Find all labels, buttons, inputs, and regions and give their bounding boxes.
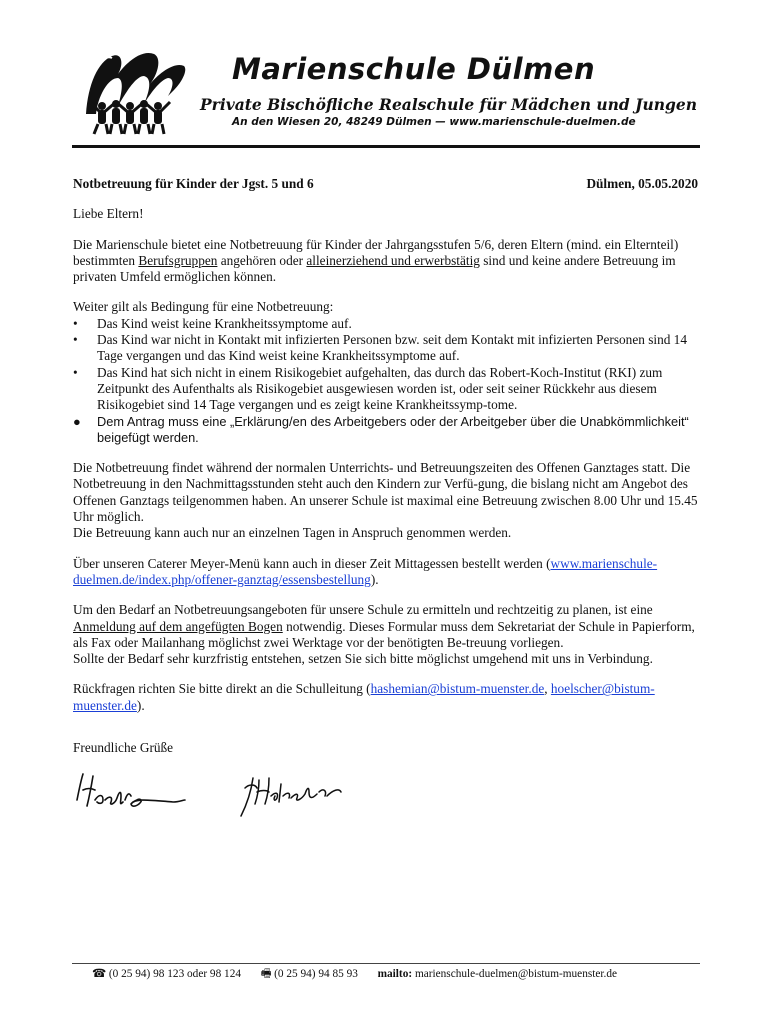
paragraph-anmeldung: Um den Bedarf an Notbetreuungsangeboten für unsere Schule zu ermitteln und rechtzeitig zu planen, ist eine Anmeldung auf dem angefügten Bogen notwendig. Dieses Formular muss dem Sekretariat der Schule in Papierform, als Fax oder Mailanhang möglichst zwei Werktage vor der benötigten Be-treuung vorliegen. Sollte der Bedarf sehr kurzfristig entstehen, setzen Sie sich bitte möglichst umgehend mit uns in Verbindung. bbox=[73, 602, 695, 667]
underlined-anmeldung: Anmeldung auf dem angefügten Bogen bbox=[73, 618, 283, 634]
letter-date: Dülmen, 05.05.2020 bbox=[586, 176, 698, 191]
list-item: • Das Kind war nicht in Kontakt mit infizierten Personen bzw. seit dem Kontakt mit infizierten Personen sind 14 Tage vergangen und das Kind weist keine Krankheitssymptome auf. bbox=[73, 332, 687, 364]
underlined-berufsgruppen: Berufsgruppen bbox=[138, 252, 218, 268]
subject-line bbox=[73, 176, 698, 192]
school-subtitle: Private Bischöfliche Realschule für Mädchen und Jungen bbox=[200, 95, 697, 114]
fax-icon: 🖷 bbox=[260, 968, 272, 980]
conditions-list bbox=[73, 316, 698, 446]
underlined-alleinerziehend: alleinerziehend und erwerbstätig bbox=[306, 252, 480, 268]
essensbestellung-link[interactable]: www.marienschule-duelmen.de/index.php/offener-ganztag/essensbestellung bbox=[73, 555, 658, 587]
email-link-hashemian[interactable]: hashemian@bistum-muenster.de bbox=[370, 681, 545, 697]
footer-phone: (0 25 94) 98 123 oder 98 124 bbox=[108, 968, 241, 980]
greeting: Liebe Eltern! bbox=[73, 206, 144, 222]
list-item: • Das Kind weist keine Krankheitssymptome auf. bbox=[73, 315, 352, 331]
paragraph-rueckfragen: Rückfragen richten Sie bitte direkt an die Schulleitung (hashemian@bistum-muenster.de, hoelscher@bistum-muenster.de). bbox=[73, 681, 655, 713]
footer-mailto-label: mailto: bbox=[377, 968, 413, 980]
footer-divider bbox=[72, 963, 700, 964]
school-address: An den Wiesen 20, 48249 Dülmen — www.marienschule-duelmen.de bbox=[232, 116, 636, 128]
school-name: Marienschule Dülmen bbox=[232, 52, 596, 86]
paragraph-intro: Die Marienschule bietet eine Notbetreuung für Kinder der Jahrgangsstufen 5/6, deren Eltern (mind. ein Elternteil) bestimmten Berufsgruppen angehören oder alleinerziehend und erwerbstätig sind und keine andere Betreuung im privaten Umfeld ermöglichen können. bbox=[73, 236, 679, 285]
paragraph-mittagessen: Über unseren Caterer Meyer-Menü kann auch in dieser Zeit Mittagessen bestellt werden (www.marienschule-duelmen.de/index.php/offener-ganztag/essensbestellung). bbox=[73, 555, 658, 587]
email-link-hoelscher[interactable]: hoelscher@bistum-muenster.de bbox=[73, 681, 655, 713]
header-divider bbox=[72, 145, 700, 148]
footer-contact bbox=[92, 966, 702, 985]
footer-fax: (0 25 94) 94 85 93 bbox=[274, 968, 358, 980]
list-item: • Das Kind hat sich nicht in einem Risikogebiet aufgehalten, das durch das Robert-Koch-Institut (RKI) zum Zeitpunkt des Aufenthalts als Risikogebiet ausgewiesen worden ist, oder seit seiner Rückkehr aus diesem Risikogebiet sind 14 Tage vergangen und es zeigt keine Krankheitssymp-tome. bbox=[73, 364, 663, 413]
school-logo bbox=[78, 44, 190, 138]
signature-hoelscher bbox=[233, 770, 348, 820]
list-item: ● Dem Antrag muss eine „Erklärung/en des Arbeitgebers oder der Arbeitgeber über die Unabkömmlichkeit“ beigefügt werden. bbox=[73, 413, 689, 445]
letter-body bbox=[73, 176, 698, 842]
letter-subject: Notbetreuung für Kinder der Jgst. 5 und 6 bbox=[73, 176, 314, 191]
paragraph-betreuung: Die Notbetreuung findet während der normalen Unterrichts- und Betreuungszeiten des Offenen Ganztages statt. Die Notbetreuung in den Nachmittagsstunden steht auch den Kindern zur Verfü-gung, die bislang nicht am Angebot des Offenen Ganztags teilgenommen haben. An unserer Schule ist maximal eine Betreuung zwischen 8.00 Uhr und 15.45 Uhr möglich. Die Betreuung kann auch nur an einzelnen Tagen in Anspruch genommen werden. bbox=[73, 460, 698, 541]
footer-email[interactable]: marienschule-duelmen@bistum-muenster.de bbox=[414, 968, 618, 980]
conditions-intro: Weiter gilt als Bedingung für eine Notbetreuung: bbox=[73, 299, 334, 315]
phone-icon: ☎ bbox=[92, 968, 107, 980]
signature-hashemian bbox=[73, 770, 188, 818]
signatures bbox=[73, 770, 698, 842]
closing: Freundliche Grüße bbox=[73, 740, 174, 756]
